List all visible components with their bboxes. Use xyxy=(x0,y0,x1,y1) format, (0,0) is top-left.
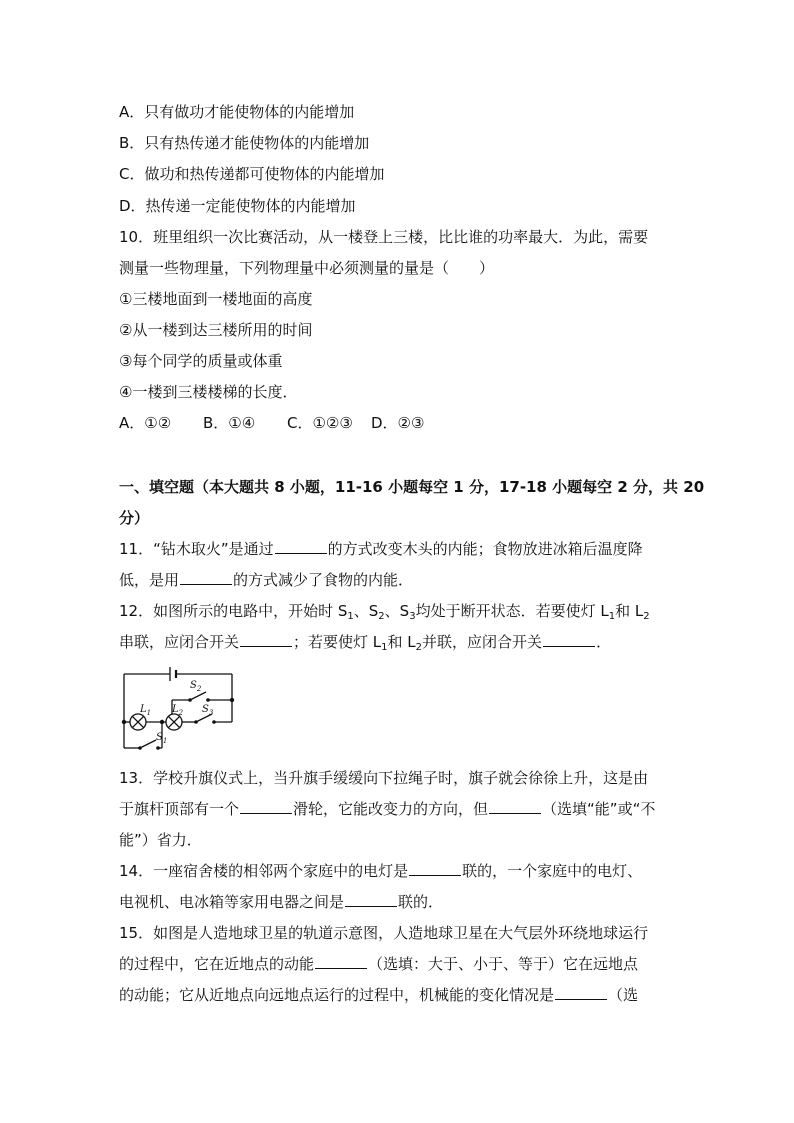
q14-text: 14．一座宿舍楼的相邻两个家庭中的电灯是 xyxy=(119,862,409,880)
q10-options xyxy=(119,413,424,433)
q11-text: 低，是用 xyxy=(119,571,180,589)
q10-stem-line2: 测量一些物理量，下列物理量中必须测量的量是（ ） xyxy=(119,259,495,277)
answer-blank[interactable] xyxy=(180,570,232,585)
switch-s1-blade xyxy=(140,740,156,748)
q15-text: 的动能；它从近地点向远地点运行的过程中，机械能的变化情况是 xyxy=(119,986,555,1004)
subscript: 2 xyxy=(643,611,650,622)
q10-item-2: ②从一楼到达三楼所用的时间 xyxy=(119,321,313,339)
switch-contact xyxy=(138,746,142,750)
switch-s2-blade xyxy=(190,692,206,700)
q10-item-3: ③每个同学的质量或体重 xyxy=(119,352,283,370)
q10-option-a: A．①② xyxy=(119,414,172,432)
answer-blank[interactable] xyxy=(315,954,367,969)
q14-line2 xyxy=(119,892,443,912)
q12-text: 串联，应闭合开关 xyxy=(119,633,240,651)
switch-contact xyxy=(156,746,160,750)
q12-text: ；若要使灯 L xyxy=(293,633,382,651)
q10-option-d: D．②③ xyxy=(371,414,425,432)
subscript: 2 xyxy=(415,642,423,653)
subscript: 1 xyxy=(608,611,616,622)
q12-text: ． xyxy=(596,633,612,651)
section-heading-line1: 一、填空题（本大题共 8 小题，11-16 小题每空 1 分，17-18 小题每空 2 分，共 20 xyxy=(119,478,705,496)
label-s2: $S_2$ xyxy=(190,680,202,693)
subscript: 1 xyxy=(347,611,354,622)
q15-line2 xyxy=(119,954,638,974)
q11-text: 11．“钻木取火”是通过 xyxy=(119,540,274,558)
q9-option-d: D．热传递一定能使物体的内能增加 xyxy=(119,197,356,215)
switch-contact xyxy=(194,720,198,724)
q11-text: 的方式改变木头的内能；食物放进冰箱后温度降 xyxy=(327,540,643,558)
q10-item-1: ①三楼地面到一楼地面的高度 xyxy=(119,290,313,308)
q14-text: 联的． xyxy=(398,893,444,911)
label-l1: $L_1$ xyxy=(140,704,152,717)
answer-blank[interactable] xyxy=(240,799,292,814)
q12-line2 xyxy=(119,632,611,652)
q13-text: 于旗杆顶部有一个 xyxy=(119,800,240,818)
q15-text: 的过程中，它在近地点的动能 xyxy=(119,955,315,973)
q10-item-4: ④一楼到三楼楼梯的长度． xyxy=(119,383,298,401)
q13-text: （选填“能”或“不 xyxy=(542,800,656,818)
q10-option-c: C．①②③ xyxy=(287,414,353,432)
label-l2: $L_2$ xyxy=(172,704,184,717)
circuit-diagram xyxy=(120,662,240,754)
q11-line2 xyxy=(119,570,413,590)
q11-line1 xyxy=(119,539,643,559)
q12-text: 均处于断开状态．若要使灯 L xyxy=(415,602,609,620)
q11-text: 的方式减少了食物的内能． xyxy=(233,571,414,589)
answer-blank[interactable] xyxy=(489,799,541,814)
q9-option-b: B．只有热传递才能使物体的内能增加 xyxy=(119,134,370,152)
junction-dot xyxy=(230,698,234,702)
q9-option-a: A．只有做功才能使物体的内能增加 xyxy=(119,103,355,121)
switch-contact xyxy=(212,720,216,724)
subscript: 1 xyxy=(381,642,388,653)
q10-option-b: B．①④ xyxy=(203,414,256,432)
q12-text: 和 L xyxy=(615,602,644,620)
switch-contact xyxy=(206,698,210,702)
q13-line2 xyxy=(119,799,655,819)
q12-text: 和 L xyxy=(387,633,416,651)
q12-text: 12．如图所示的电路中，开始时 S xyxy=(119,602,348,620)
q12-line1 xyxy=(119,601,650,621)
junction-dot xyxy=(160,720,164,724)
answer-blank[interactable] xyxy=(543,632,595,647)
label-s1: $S_1$ xyxy=(156,732,168,745)
answer-blank[interactable] xyxy=(345,892,397,907)
q14-text: 联的，一个家庭中的电灯、 xyxy=(462,862,643,880)
q13-line1: 13．学校升旗仪式上，当升旗手缓缓向下拉绳子时，旗子就会徐徐上升，这是由 xyxy=(119,769,649,787)
q13-line3: 能”）省力． xyxy=(119,831,202,849)
switch-contact xyxy=(188,698,192,702)
subscript: 2 xyxy=(378,611,385,622)
answer-blank[interactable] xyxy=(409,861,461,876)
q15-line1: 15．如图是人造地球卫星的轨道示意图，人造地球卫星在大气层外环绕地球运行 xyxy=(119,924,649,942)
q15-text: （选 xyxy=(608,986,639,1004)
q10-stem-line1: 10．班里组织一次比赛活动，从一楼登上三楼，比比谁的功率最大．为此，需要 xyxy=(119,228,649,246)
answer-blank[interactable] xyxy=(275,539,327,554)
q12-text: 并联，应闭合开关 xyxy=(422,633,543,651)
q14-text: 电视机、电冰箱等家用电器之间是 xyxy=(119,893,345,911)
answer-blank[interactable] xyxy=(240,632,292,647)
q15-text: （选填：大于、小于、等于）它在远地点 xyxy=(368,955,639,973)
q13-text: 滑轮，它能改变力的方向，但 xyxy=(293,800,489,818)
q12-text: 、S xyxy=(384,602,410,620)
q9-option-c: C．做功和热传递都可使物体的内能增加 xyxy=(119,165,385,183)
junction-dot xyxy=(122,720,126,724)
answer-blank[interactable] xyxy=(555,985,607,1000)
label-s3: $S_3$ xyxy=(202,704,214,717)
subscript: 3 xyxy=(409,611,416,622)
q12-text: 、S xyxy=(353,602,379,620)
q14-line1 xyxy=(119,861,642,881)
q15-line3 xyxy=(119,985,638,1005)
section-heading-line2: 分） xyxy=(119,509,150,527)
